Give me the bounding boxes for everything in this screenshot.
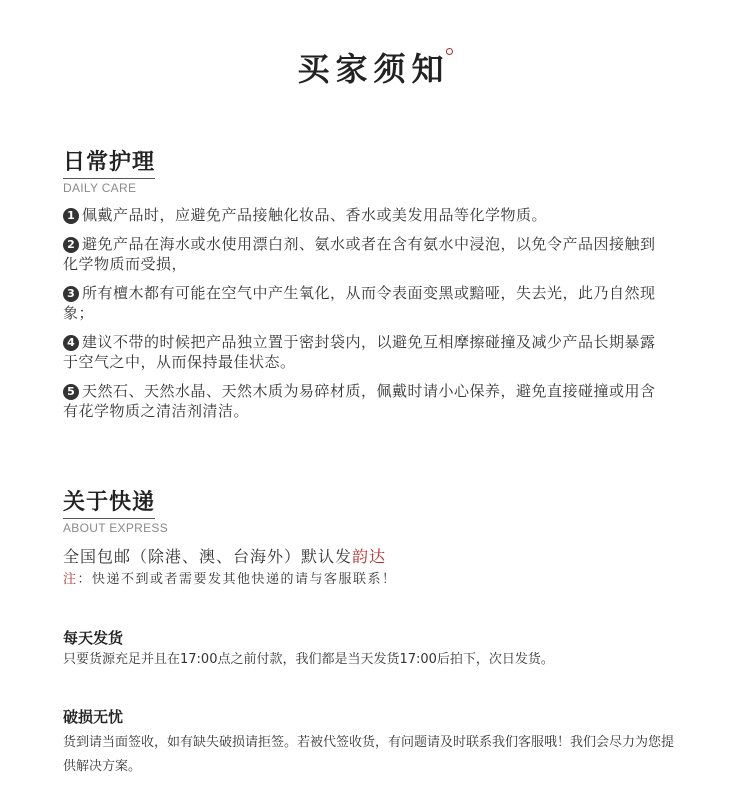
number-badge-icon: 3	[63, 286, 79, 302]
care-item	[63, 205, 663, 225]
daily-ship-title: 每天发货	[63, 629, 124, 647]
care-item-text: 天然石、天然水晶、天然木质为易碎材质，佩戴时请小心保养，避免直接碰撞或用含有花学物质之清洁剂清洁。	[63, 382, 656, 420]
care-item	[63, 283, 663, 323]
care-item-text: 避免产品在海水或水使用漂白剂、氨水或者在含有氨水中浸泡，以免令产品因接触到化学物质而受损，	[63, 235, 656, 273]
shipping-note	[63, 568, 397, 587]
care-item	[63, 234, 663, 274]
daily-care-heading-cn: 日常护理	[63, 150, 155, 179]
number-badge-icon: 1	[63, 208, 79, 224]
express-heading-en: ABOUT EXPRESS	[63, 521, 169, 535]
damage-title: 破损无忧	[63, 708, 124, 726]
daily-ship-text: 只要货源充足并且在17:00点之前付款，我们都是当天发货17:00后拍下，次日发货。	[63, 652, 554, 667]
care-item	[63, 332, 663, 372]
note-text: ：快递不到或者需要发其他快递的请与客服联系！	[77, 572, 397, 587]
shipping-policy	[63, 544, 386, 567]
daily-care-heading-en: DAILY CARE	[63, 181, 137, 195]
care-item-text: 建议不带的时候把产品独立置于密封袋内，以避免互相摩擦碰撞及减少产品长期暴露于空气之中，从而保持最佳状态。	[63, 333, 656, 371]
carrier-name: 韵达	[352, 547, 387, 566]
shipping-text: 全国包邮（除港、澳、台海外）默认发	[63, 547, 353, 566]
express-heading	[63, 490, 168, 535]
page-title-text: 买家须知	[297, 50, 450, 88]
number-badge-icon: 5	[63, 384, 79, 400]
number-badge-icon: 2	[63, 237, 79, 253]
damage-text: 货到请当面签收，如有缺失破损请拒签。若被代签收货，有问题请及时联系我们客服哦！我们会尽力为您提供解决方案。	[63, 735, 675, 774]
number-badge-icon: 4	[63, 335, 79, 351]
care-item	[63, 381, 663, 421]
circle-icon	[446, 48, 453, 55]
care-item-text: 所有檀木都有可能在空气中产生氧化，从而令表面变黑或黯哑，失去光，此乃自然现象；	[63, 284, 656, 322]
page-title	[0, 44, 750, 90]
daily-care-heading	[63, 150, 155, 195]
care-item-text: 佩戴产品时，应避免产品接触化妆品、香水或美发用品等化学物质。	[82, 206, 548, 224]
express-heading-cn: 关于快递	[63, 490, 155, 519]
care-list	[63, 205, 663, 430]
note-prefix: 注	[63, 572, 78, 587]
